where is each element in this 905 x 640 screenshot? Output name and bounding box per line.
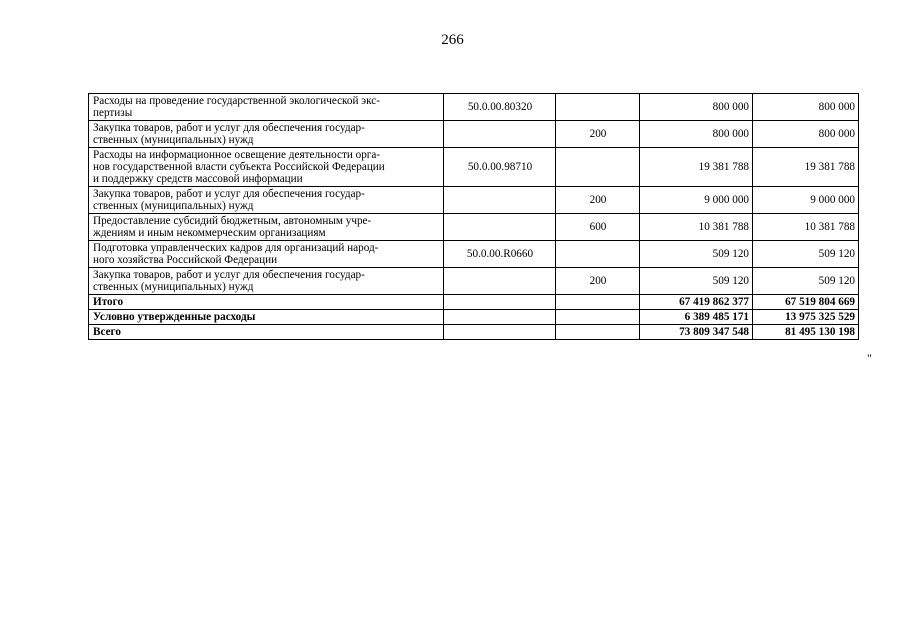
target-article-code: 50.0.00.98710 [444, 148, 556, 187]
amount-year-2: 9 000 000 [753, 187, 859, 214]
expense-type-code: 200 [556, 187, 640, 214]
amount-year-2: 800 000 [753, 121, 859, 148]
row-name-line: ного хозяйства Российской Федерации [93, 254, 278, 266]
table-row [89, 268, 859, 295]
table-row [89, 148, 859, 187]
amount-year-1: 509 120 [640, 241, 753, 268]
expense-type-code [556, 241, 640, 268]
row-name-line: нов государственной власти субъекта Российской Федерации [93, 161, 385, 173]
row-name [89, 121, 444, 148]
amount-year-1: 9 000 000 [640, 187, 753, 214]
amount-year-2: 19 381 788 [753, 148, 859, 187]
total-type-empty [556, 325, 640, 340]
total-amount-year-1: 67 419 862 377 [640, 295, 753, 310]
page-number: 266 [441, 32, 464, 48]
table-row [89, 214, 859, 241]
amount-year-2: 800 000 [753, 94, 859, 121]
closing-quote: " [867, 351, 872, 365]
expense-type-code: 600 [556, 214, 640, 241]
total-code-empty [444, 310, 556, 325]
table-row [89, 121, 859, 148]
total-type-empty [556, 310, 640, 325]
table-row [89, 94, 859, 121]
amount-year-1: 509 120 [640, 268, 753, 295]
row-name-line: ждениям и иным некоммерческим организациям [93, 227, 326, 239]
expense-type-code [556, 148, 640, 187]
amount-year-2: 10 381 788 [753, 214, 859, 241]
amount-year-1: 800 000 [640, 94, 753, 121]
row-name [89, 148, 444, 187]
target-article-code: 50.0.00.80320 [444, 94, 556, 121]
expense-type-code [556, 94, 640, 121]
amount-year-2: 509 120 [753, 268, 859, 295]
total-amount-year-2: 67 519 804 669 [753, 295, 859, 310]
row-name-line: Закупка товаров, работ и услуг для обеспечения государ- [93, 188, 365, 200]
total-row [89, 310, 859, 325]
budget-table [88, 93, 859, 340]
row-name-line: ственных (муниципальных) нужд [93, 281, 254, 293]
total-code-empty [444, 325, 556, 340]
target-article-code: 50.0.00.R0660 [444, 241, 556, 268]
row-name-line: Закупка товаров, работ и услуг для обеспечения государ- [93, 269, 365, 281]
total-amount-year-2: 81 495 130 198 [753, 325, 859, 340]
total-name: Всего [89, 325, 444, 340]
total-amount-year-1: 73 809 347 548 [640, 325, 753, 340]
total-code-empty [444, 295, 556, 310]
expense-type-code: 200 [556, 268, 640, 295]
expense-type-code: 200 [556, 121, 640, 148]
row-name-line: и поддержку средств массовой информации [93, 173, 303, 185]
total-amount-year-1: 6 389 485 171 [640, 310, 753, 325]
total-type-empty [556, 295, 640, 310]
target-article-code [444, 214, 556, 241]
row-name [89, 187, 444, 214]
amount-year-2: 509 120 [753, 241, 859, 268]
amount-year-1: 19 381 788 [640, 148, 753, 187]
row-name-line: Закупка товаров, работ и услуг для обеспечения государ- [93, 122, 365, 134]
target-article-code [444, 187, 556, 214]
row-name-line: Расходы на информационное освещение деятельности орга- [93, 149, 381, 161]
row-name-line: Расходы на проведение государственной экологической экс- [93, 95, 380, 107]
total-name: Условно утвержденные расходы [89, 310, 444, 325]
row-name-line: пертизы [93, 107, 133, 119]
amount-year-1: 10 381 788 [640, 214, 753, 241]
target-article-code [444, 121, 556, 148]
row-name-line: ственных (муниципальных) нужд [93, 200, 254, 212]
total-name: Итого [89, 295, 444, 310]
total-row [89, 295, 859, 310]
table-row [89, 187, 859, 214]
row-name [89, 214, 444, 241]
row-name [89, 268, 444, 295]
table-row [89, 241, 859, 268]
row-name [89, 94, 444, 121]
total-row [89, 325, 859, 340]
row-name [89, 241, 444, 268]
target-article-code [444, 268, 556, 295]
total-amount-year-2: 13 975 325 529 [753, 310, 859, 325]
row-name-line: ственных (муниципальных) нужд [93, 134, 254, 146]
row-name-line: Предоставление субсидий бюджетным, автономным учре- [93, 215, 372, 227]
row-name-line: Подготовка управленческих кадров для организаций народ- [93, 242, 379, 254]
amount-year-1: 800 000 [640, 121, 753, 148]
